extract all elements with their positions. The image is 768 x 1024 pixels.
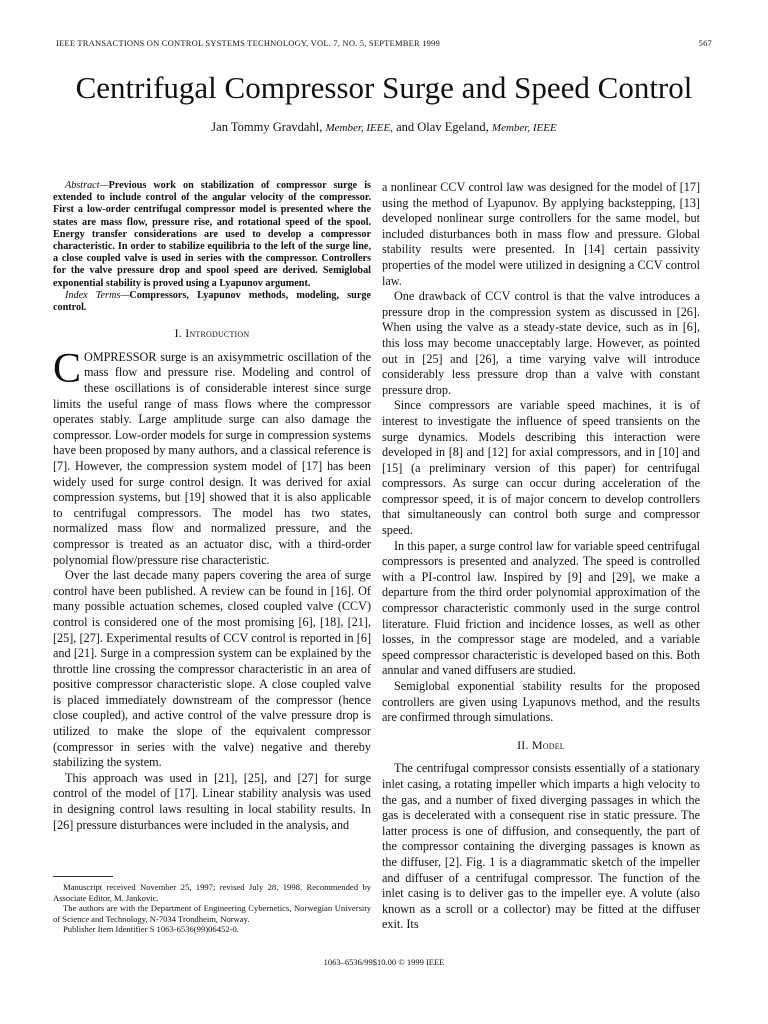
author-2: Olav Egeland,: [417, 120, 489, 134]
intro-paragraph-7: In this paper, a surge control law for variable speed centrifugal compressors is presented and analyzed. The speed is controlled with a PI-control law. Inspired by [9] and [29], we make a departure from the third order polynomial approximation of the compressor characteristic commonly used in the surge control literature. Fluid friction and incidence losses, as well as other losses, in the compressor stage are modeled, and a variable speed compressor characteristic is developed based on this. Both annular and vaned diffusers are studied.: [382, 538, 700, 678]
copyright-footer: 1063–6536/99$10.00 © 1999 IEEE: [323, 957, 445, 967]
index-terms-label: Index Terms—: [65, 289, 130, 301]
section-heading-model: II. Model: [517, 737, 565, 752]
footnote-publisher-id: Publisher Item Identifier S 1063-6536(99)06452-0.: [63, 924, 239, 935]
page-number: 567: [698, 38, 712, 48]
index-terms-text: Compressors, Lyapunov methods, modeling, surge control.: [53, 289, 371, 314]
abstract-text: Previous work on stabilization of compressor surge is extended to include control of the angular velocity of the compressor. First a low-order centrifugal compressor model is presented where the states are mass flow, pressure rise, and rotational speed of the spool. Energy transfer considerations are used to develop a compressor characteristic. In order to stabilize equilibria to the left of the surge line, a close coupled valve is used in series with the compressor. Controllers for the valve pressure drop and spool speed are derived. Semiglobal exponential stability is proved using a Lyapunov argument.: [53, 180, 371, 289]
author-1: Jan Tommy Gravdahl,: [211, 120, 323, 134]
model-paragraph-1: The centrifugal compressor consists essentially of a stationary inlet casing, a rotating impeller which imparts a high velocity to the gas, and a number of fixed diverging passages in which the gas is decelerated with a consequent rise in static pressure. The latter process is one of diffusion, and consequently, the part of the compressor containing the diverging passages is known as the diffuser, [2]. Fig. 1 is a diagrammatic sketch of the impeller and diffuser of a centrifugal compressor. The function of the inlet casing is to deliver gas to the impeller eye. A volute (also known as a scroll or a collector) may be fitted at the diffuser exit. Its: [382, 761, 700, 932]
author-line: [0, 120, 768, 135]
footnotes: [53, 882, 371, 935]
running-head: [56, 38, 712, 48]
intro-paragraph-1-text: OMPRESSOR surge is an axisymmetric oscillation of the mass flow and pressure rise. Modeling and control of these oscillations is of considerable interest since surge limits the useful range of mass flows where the compressor operates stably. Large amplitude surge can also damage the compressor. Low-order models for surge in compression systems have been proposed by many authors, and a classical reference is [7]. However, the compression system model of [17] has been widely used for surge control design. It was derived for axial compression systems, but [19] showed that it is also applicable to centrifugal compressors. The model has two states, normalized mass flow and normalized pressure, and the compressor is treated as an actuator disc, with a third-order polynomial flow/pressure rise characteristic.: [53, 349, 371, 567]
intro-paragraph-5: One drawback of CCV control is that the valve introduces a pressure drop in the compression system as discussed in [26]. When using the valve as a steady-state device, such as in [6], this loss may become unacceptably large. However, as pointed out in [25] and [26], a time varying valve will introduce considerably less pressure drop than a valve with constant pressure drop.: [382, 289, 700, 397]
abstract-label: Abstract—: [65, 180, 109, 191]
footnote-affiliation: The authors are with the Department of Engineering Cybernetics, Norwegian University of Science and Technology, N-7034 Trondheim, Norway.: [53, 903, 371, 924]
index-terms: [53, 290, 371, 314]
journal-name: IEEE TRANSACTIONS ON CONTROL SYSTEMS TECHNOLOGY, VOL. 7, NO. 5, SEPTEMBER 1999: [56, 38, 440, 48]
intro-paragraph-3: This approach was used in [21], [25], and [27] for surge control of the model of [17]. Linear stability analysis was used in designing control laws resulting in local stability results. In [26] pressure disturbances were included in the analysis, and: [53, 770, 371, 832]
paper-title: Centrifugal Compressor Surge and Speed Control: [75, 70, 693, 105]
author-1-role: Member, IEEE,: [325, 122, 393, 134]
intro-paragraph-1: [53, 345, 371, 568]
intro-paragraph-6: Since compressors are variable speed machines, it is of interest to investigate the influence of speed transients on the surge dynamics. Models describing this interaction were developed in [8] and [12] for axial compressors, and in [10] and [15] (a preliminary version of this paper) for centrifugal compressors. As surge can occur during acceleration of the compressor speed, it is of major concern to develop controllers that simultaneously can control both surge and compressor speed.: [382, 398, 700, 538]
footnote-manuscript: Manuscript received November 25, 1997; revised July 28, 1998. Recommended by Associate Editor, M. Jankovic.: [53, 882, 371, 903]
abstract: [53, 180, 371, 290]
author-2-role: Member, IEEE: [491, 122, 557, 134]
right-column: [382, 180, 700, 933]
intro-paragraph-2: Over the last decade many papers covering the area of surge control have been published. A review can be found in [16]. Of many possible actuation schemes, closed coupled valve (CCV) control is considered one of the most promising [6], [18], [21], [25], [27]. Experimental results of CCV control is reported in [6] and [21]. Surge in a compression system can be explained by the throttle line crossing the compressor characteristic in an area of positive compressor characteristic slope. A close coupled valve is placed immediately downstream of the compressor (hence close coupled), and active control of the valve pressure drop is utilized to make the slope of the equivalent compressor (compressor in series with the valve) negative and thereby stabilizing the system.: [53, 568, 371, 770]
footnote-divider: [53, 876, 113, 877]
section-heading-introduction: I. Introduction: [174, 326, 250, 341]
intro-paragraph-4: a nonlinear CCV control law was designed for the model of [17] using the method of Lyapunov. By applying backstepping, [13] developed nonlinear surge controllers for the same model, but included disturbances both in mass flow and pressure. Global stability results were presented. In [14] certain passivity properties of the model were utilized in designing a CCV control law.: [382, 180, 700, 288]
left-column: [53, 180, 371, 833]
intro-paragraph-8: Semiglobal exponential stability results for the proposed controllers are given using Lyapunovs method, and the results are confirmed through simulations.: [382, 679, 700, 725]
drop-cap: C: [53, 345, 82, 392]
author-conjunction: and: [396, 120, 415, 134]
